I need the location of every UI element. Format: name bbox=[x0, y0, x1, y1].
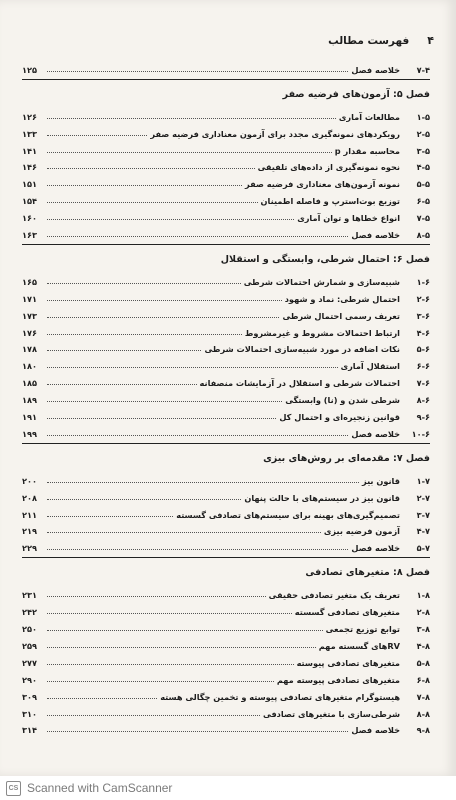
dot-leader bbox=[47, 731, 348, 732]
entry-title: نکات اضافه در مورد شبیه‌سازی احتمالات شرطی bbox=[204, 344, 400, 355]
toc-entry[interactable] bbox=[22, 702, 430, 719]
dot-leader bbox=[47, 715, 260, 716]
entry-title: شرطی‌سازی با متغیرهای تصادفی bbox=[263, 708, 400, 719]
toc-entry[interactable] bbox=[22, 651, 430, 668]
chapter-title: فصل ۶: احتمال شرطی، وابستگی و استقلال bbox=[220, 254, 430, 266]
dot-leader bbox=[47, 185, 242, 186]
toc-entry[interactable] bbox=[22, 338, 430, 355]
entry-title: استقلال آماری bbox=[340, 361, 400, 372]
dot-leader bbox=[47, 681, 274, 682]
entry-title: خلاصه فصل bbox=[351, 64, 400, 75]
toc-entry[interactable] bbox=[22, 600, 430, 617]
chapter-title: فصل ۷: مقدمه‌ای بر روش‌های بیزی bbox=[263, 452, 430, 464]
chapter-divider bbox=[22, 244, 430, 245]
entry-page: ۱۸۵ bbox=[22, 378, 37, 389]
entry-number: ۳-۵ bbox=[416, 145, 430, 156]
chapter-divider bbox=[22, 557, 430, 558]
dot-leader bbox=[47, 350, 201, 351]
entry-number: ۱۰-۶ bbox=[411, 428, 430, 439]
entry-number: ۴-۸ bbox=[416, 640, 430, 651]
entry-page: ۱۸۹ bbox=[22, 395, 37, 406]
entry-number: ۴-۶ bbox=[416, 327, 430, 338]
toc-entry[interactable] bbox=[22, 172, 430, 189]
toc-entry[interactable] bbox=[22, 223, 430, 240]
entry-title: تعریف یک متغیر تصادفی حقیقی bbox=[268, 590, 400, 601]
entry-number: ۲-۵ bbox=[416, 128, 430, 139]
dot-leader bbox=[47, 168, 255, 169]
dot-leader bbox=[47, 630, 323, 631]
entry-title: نحوه نمونه‌گیری از داده‌های تلفیقی bbox=[257, 162, 400, 173]
entry-number: ۱-۵ bbox=[416, 111, 430, 122]
entry-page: ۲۱۱ bbox=[22, 509, 37, 520]
entry-page: ۲۰۰ bbox=[22, 475, 37, 486]
entry-number: ۵-۶ bbox=[416, 344, 430, 355]
entry-title: محاسبه مقدار p bbox=[334, 145, 400, 156]
entry-number: ۴-۵ bbox=[416, 162, 430, 173]
entry-title: RVهای گسسته مهم bbox=[318, 640, 400, 651]
dot-leader bbox=[47, 135, 147, 136]
entry-number: ۵-۷ bbox=[416, 543, 430, 554]
chapter-divider bbox=[22, 79, 430, 80]
dot-leader bbox=[47, 317, 279, 318]
entry-title: خلاصه فصل bbox=[351, 230, 400, 241]
toc-entry[interactable] bbox=[22, 503, 430, 520]
entry-page: ۲۹۰ bbox=[22, 674, 37, 685]
entry-page: ۲۷۷ bbox=[22, 657, 37, 668]
entry-page: ۲۳۱ bbox=[22, 590, 37, 601]
entry-number: ۷-۶ bbox=[416, 378, 430, 389]
toc-entry[interactable] bbox=[22, 486, 430, 503]
entry-page: ۱۹۹ bbox=[22, 428, 37, 439]
entry-title: هیستوگرام متغیرهای تصادفی پیوسته و تخمین چگالی هسته bbox=[160, 691, 400, 702]
entry-title: خلاصه فصل bbox=[351, 543, 400, 554]
entry-title: خلاصه فصل bbox=[351, 428, 400, 439]
toc-entry[interactable] bbox=[22, 206, 430, 223]
entry-page: ۱۲۶ bbox=[22, 111, 37, 122]
dot-leader bbox=[47, 236, 348, 237]
entry-page: ۱۷۱ bbox=[22, 293, 37, 304]
dot-leader bbox=[47, 118, 336, 119]
dot-leader bbox=[47, 499, 241, 500]
camscanner-icon: CS bbox=[6, 781, 21, 796]
entry-number: ۷-۵ bbox=[416, 213, 430, 224]
toc-entry[interactable] bbox=[22, 719, 430, 736]
scanner-watermark bbox=[0, 776, 456, 800]
toc-entry[interactable] bbox=[22, 122, 430, 139]
entry-number: ۹-۶ bbox=[416, 412, 430, 423]
chapter-title: فصل ۵: آزمون‌های فرضیه صفر bbox=[282, 88, 430, 100]
entry-page: ۳۱۰ bbox=[22, 708, 37, 719]
entry-page: ۳۰۹ bbox=[22, 691, 37, 702]
dot-leader bbox=[47, 698, 157, 699]
entry-title: شرطی شدن و (نا) وابستگی bbox=[285, 395, 400, 406]
entry-title: تصمیم‌گیری‌های بهینه برای سیستم‌های تصادفی گسسته bbox=[176, 509, 400, 520]
entry-number: ۹-۸ bbox=[416, 725, 430, 736]
toc-entry[interactable] bbox=[22, 105, 430, 122]
toc-entry[interactable] bbox=[22, 139, 430, 156]
dot-leader bbox=[47, 596, 266, 597]
scanner-text: Scanned with CamScanner bbox=[27, 781, 173, 795]
toc-entry[interactable] bbox=[22, 287, 430, 304]
dot-leader bbox=[47, 647, 316, 648]
dot-leader bbox=[47, 334, 242, 335]
toc-entry[interactable] bbox=[22, 388, 430, 405]
entry-number: ۴-۷ bbox=[416, 526, 430, 537]
toc-entry[interactable] bbox=[22, 583, 430, 600]
dot-leader bbox=[47, 283, 241, 284]
entry-page: ۱۴۶ bbox=[22, 162, 37, 173]
dot-leader bbox=[47, 384, 197, 385]
chapter-title: فصل ۸: متغیرهای تصادفی bbox=[305, 567, 430, 579]
entry-page: ۱۶۳ bbox=[22, 230, 37, 241]
entry-number: ۵-۵ bbox=[416, 179, 430, 190]
page-title: فهرست مطالب bbox=[328, 34, 410, 47]
entry-number: ۶-۸ bbox=[416, 674, 430, 685]
dot-leader bbox=[47, 367, 338, 368]
entry-number: ۱-۸ bbox=[416, 590, 430, 601]
entry-title: مطالعات آماری bbox=[338, 111, 400, 122]
entry-page: ۳۱۴ bbox=[22, 725, 37, 736]
toc-entry[interactable] bbox=[22, 634, 430, 651]
entry-page: ۲۴۲ bbox=[22, 607, 37, 618]
entry-title: قانون بیز در سیستم‌های با حالت پنهان bbox=[244, 492, 400, 503]
entry-number: ۵-۸ bbox=[416, 657, 430, 668]
toc-entry[interactable] bbox=[22, 520, 430, 537]
entry-title: قوانین زنجیره‌ای و احتمال کل bbox=[279, 412, 400, 423]
dot-leader bbox=[47, 549, 348, 550]
page-header bbox=[328, 34, 434, 47]
entry-number: ۶-۵ bbox=[416, 196, 430, 207]
entry-title: متغیرهای تصادفی پیوسته bbox=[296, 657, 400, 668]
toc-entry[interactable] bbox=[22, 685, 430, 702]
entry-number: ۳-۸ bbox=[416, 624, 430, 635]
entry-number: ۷-۸ bbox=[416, 691, 430, 702]
dot-leader bbox=[47, 418, 276, 419]
entry-number: ۲-۸ bbox=[416, 607, 430, 618]
entry-page: ۲۵۰ bbox=[22, 624, 37, 635]
entry-page: ۱۸۰ bbox=[22, 361, 37, 372]
dot-leader bbox=[47, 482, 359, 483]
entry-title: آزمون فرضیه بیزی bbox=[323, 526, 400, 537]
entry-page: ۱۹۱ bbox=[22, 412, 37, 423]
entry-title: متغیرهای تصادفی پیوسته مهم bbox=[276, 674, 400, 685]
entry-page: ۱۲۵ bbox=[22, 64, 37, 75]
toc-entry[interactable] bbox=[22, 469, 430, 486]
entry-page: ۲۵۹ bbox=[22, 640, 37, 651]
table-of-contents bbox=[22, 58, 430, 735]
entry-page: ۱۷۶ bbox=[22, 327, 37, 338]
entry-page: ۱۶۵ bbox=[22, 276, 37, 287]
entry-title: انواع خطاها و توان آماری bbox=[297, 213, 400, 224]
toc-entry[interactable] bbox=[22, 617, 430, 634]
toc-entry[interactable] bbox=[22, 58, 430, 75]
toc-entry[interactable] bbox=[22, 354, 430, 371]
entry-title: متغیرهای تصادفی گسسته bbox=[294, 607, 400, 618]
entry-number: ۷-۴ bbox=[416, 64, 430, 75]
entry-number: ۱-۷ bbox=[416, 475, 430, 486]
entry-page: ۱۷۸ bbox=[22, 344, 37, 355]
dot-leader bbox=[47, 664, 294, 665]
entry-page: ۱۷۳ bbox=[22, 310, 37, 321]
entry-title: شبیه‌سازی و شمارش احتمالات شرطی bbox=[243, 276, 400, 287]
entry-page: ۱۴۱ bbox=[22, 145, 37, 156]
entry-title: توزیع بوت‌استرپ و فاصله اطمینان bbox=[260, 196, 400, 207]
entry-title: توابع توزیع تجمعی bbox=[325, 624, 400, 635]
dot-leader bbox=[47, 71, 348, 72]
entry-title: خلاصه فصل bbox=[351, 725, 400, 736]
dot-leader bbox=[47, 613, 292, 614]
entry-page: ۱۵۴ bbox=[22, 196, 37, 207]
entry-number: ۸-۸ bbox=[416, 708, 430, 719]
dot-leader bbox=[47, 152, 332, 153]
page-number: ۴ bbox=[427, 34, 434, 47]
dot-leader bbox=[47, 300, 282, 301]
toc-entry[interactable] bbox=[22, 536, 430, 553]
entry-title: ارتباط احتمالات مشروط و غیرمشروط bbox=[244, 327, 400, 338]
entry-number: ۱-۶ bbox=[416, 276, 430, 287]
entry-page: ۲۲۹ bbox=[22, 543, 37, 554]
entry-number: ۸-۶ bbox=[416, 395, 430, 406]
entry-title: رویکردهای نمونه‌گیری مجدد برای آزمون معناداری فرضیه صفر bbox=[150, 128, 400, 139]
entry-number: ۶-۶ bbox=[416, 361, 430, 372]
chapter-divider bbox=[22, 443, 430, 444]
dot-leader bbox=[47, 202, 258, 203]
toc-entry[interactable] bbox=[22, 422, 430, 439]
entry-title: احتمال شرطی: نماد و شهود bbox=[284, 293, 400, 304]
dot-leader bbox=[47, 532, 321, 533]
entry-title: احتمالات شرطی و استقلال در آزمایشات منصفانه bbox=[199, 378, 400, 389]
dot-leader bbox=[47, 401, 282, 402]
toc-entry[interactable] bbox=[22, 321, 430, 338]
entry-page: ۱۵۱ bbox=[22, 179, 37, 190]
entry-title: تعریف رسمی احتمال شرطی bbox=[282, 310, 400, 321]
toc-entry[interactable] bbox=[22, 405, 430, 422]
toc-entry[interactable] bbox=[22, 304, 430, 321]
entry-number: ۳-۷ bbox=[416, 509, 430, 520]
entry-number: ۸-۵ bbox=[416, 230, 430, 241]
toc-entry[interactable] bbox=[22, 270, 430, 287]
toc-entry[interactable] bbox=[22, 189, 430, 206]
entry-page: ۲۰۸ bbox=[22, 492, 37, 503]
entry-number: ۲-۶ bbox=[416, 293, 430, 304]
dot-leader bbox=[47, 219, 294, 220]
entry-page: ۱۶۰ bbox=[22, 213, 37, 224]
toc-entry[interactable] bbox=[22, 668, 430, 685]
toc-entry[interactable] bbox=[22, 371, 430, 388]
entry-title: قانون بیز bbox=[362, 475, 400, 486]
entry-title: نمونه آزمون‌های معناداری فرضیه صفر bbox=[244, 179, 400, 190]
toc-entry[interactable] bbox=[22, 156, 430, 173]
entry-page: ۲۱۹ bbox=[22, 526, 37, 537]
entry-page: ۱۳۳ bbox=[22, 128, 37, 139]
dot-leader bbox=[47, 435, 348, 436]
entry-number: ۲-۷ bbox=[416, 492, 430, 503]
dot-leader bbox=[47, 516, 173, 517]
entry-number: ۳-۶ bbox=[416, 310, 430, 321]
